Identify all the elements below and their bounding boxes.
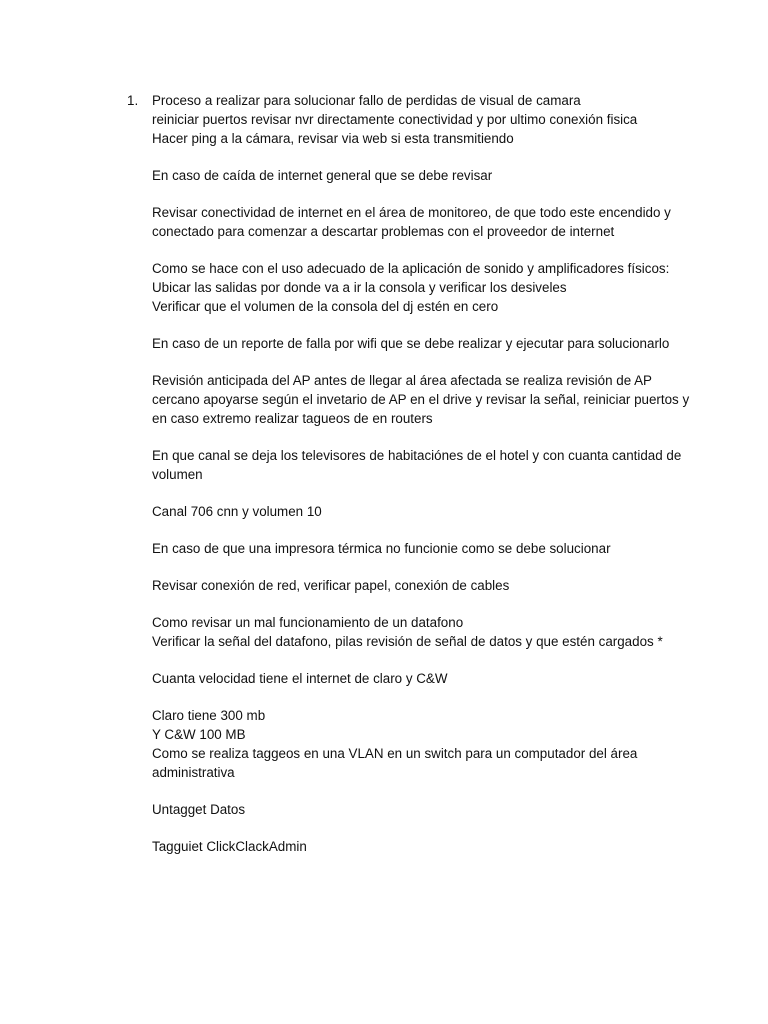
paragraph-block bbox=[152, 166, 672, 185]
paragraph-block bbox=[152, 334, 672, 353]
text-line: Untagget Datos bbox=[152, 802, 246, 817]
text-line: Verificar que el volumen de la consola del dj estén en cero bbox=[152, 299, 499, 314]
text-line: Verificar la señal del datafono, pilas revisión de señal de datos y que estén cargados * bbox=[152, 634, 663, 649]
paragraph-block bbox=[152, 800, 672, 819]
text-line: Revisar conexión de red, verificar papel, conexión de cables bbox=[152, 578, 510, 593]
text-line: Ubicar las salidas por donde va a ir la consola y verificar los desiveles bbox=[152, 280, 567, 295]
text-line: Revisar conectividad de internet en el área de monitoreo, de que todo este encendido y bbox=[152, 205, 671, 220]
paragraph-block bbox=[152, 613, 672, 651]
paragraph-block bbox=[152, 371, 690, 428]
text-line: En caso de caída de internet general que se debe revisar bbox=[152, 168, 493, 183]
paragraph-block bbox=[152, 576, 672, 595]
paragraph-block bbox=[152, 539, 672, 558]
document-content bbox=[152, 91, 690, 874]
text-line: Hacer ping a la cámara, revisar via web si esta transmitiendo bbox=[152, 131, 514, 146]
text-line: Tagguiet ClickClackAdmin bbox=[152, 839, 307, 854]
text-line: Proceso a realizar para solucionar fallo de perdidas de visual de camara bbox=[152, 93, 581, 108]
text-line: en caso extremo realizar tagueos de en routers bbox=[152, 411, 433, 426]
text-line: Como revisar un mal funcionamiento de un datafono bbox=[152, 615, 464, 630]
text-line: Cuanta velocidad tiene el internet de claro y C&W bbox=[152, 671, 448, 686]
paragraph-block bbox=[152, 203, 672, 241]
text-line: reiniciar puertos revisar nvr directamente conectividad y por ultimo conexión fisica bbox=[152, 112, 638, 127]
text-line: En caso de que una impresora térmica no funcionie como se debe solucionar bbox=[152, 541, 611, 556]
text-line: conectado para comenzar a descartar problemas con el proveedor de internet bbox=[152, 224, 615, 239]
text-line: Revisión anticipada del AP antes de llegar al área afectada se realiza revisión de AP bbox=[152, 373, 652, 388]
text-line: administrativa bbox=[152, 765, 235, 780]
text-line: Y C&W 100 MB bbox=[152, 727, 246, 742]
paragraph-block bbox=[152, 91, 672, 148]
paragraph-block bbox=[152, 669, 672, 688]
text-line: Como se realiza taggeos en una VLAN en un switch para un computador del área bbox=[152, 746, 638, 761]
paragraph-block bbox=[152, 446, 682, 484]
text-line: cercano apoyarse según el invetario de AP en el drive y revisar la señal, reiniciar puertos y bbox=[152, 392, 690, 407]
text-line: En caso de un reporte de falla por wifi que se debe realizar y ejecutar para solucionarlo bbox=[152, 336, 670, 351]
text-line: En que canal se deja los televisores de habitaciónes de el hotel y con cuanta cantidad de bbox=[152, 448, 682, 463]
paragraph-block bbox=[152, 502, 672, 521]
text-line: Canal 706 cnn y volumen 10 bbox=[152, 504, 322, 519]
paragraph-block bbox=[152, 259, 672, 316]
paragraph-block bbox=[152, 837, 672, 856]
text-line: Claro tiene 300 mb bbox=[152, 708, 266, 723]
list-number: 1. bbox=[127, 93, 139, 108]
paragraph-block bbox=[152, 706, 672, 782]
text-line: Como se hace con el uso adecuado de la aplicación de sonido y amplificadores físicos: bbox=[152, 261, 670, 276]
text-line: volumen bbox=[152, 467, 203, 482]
